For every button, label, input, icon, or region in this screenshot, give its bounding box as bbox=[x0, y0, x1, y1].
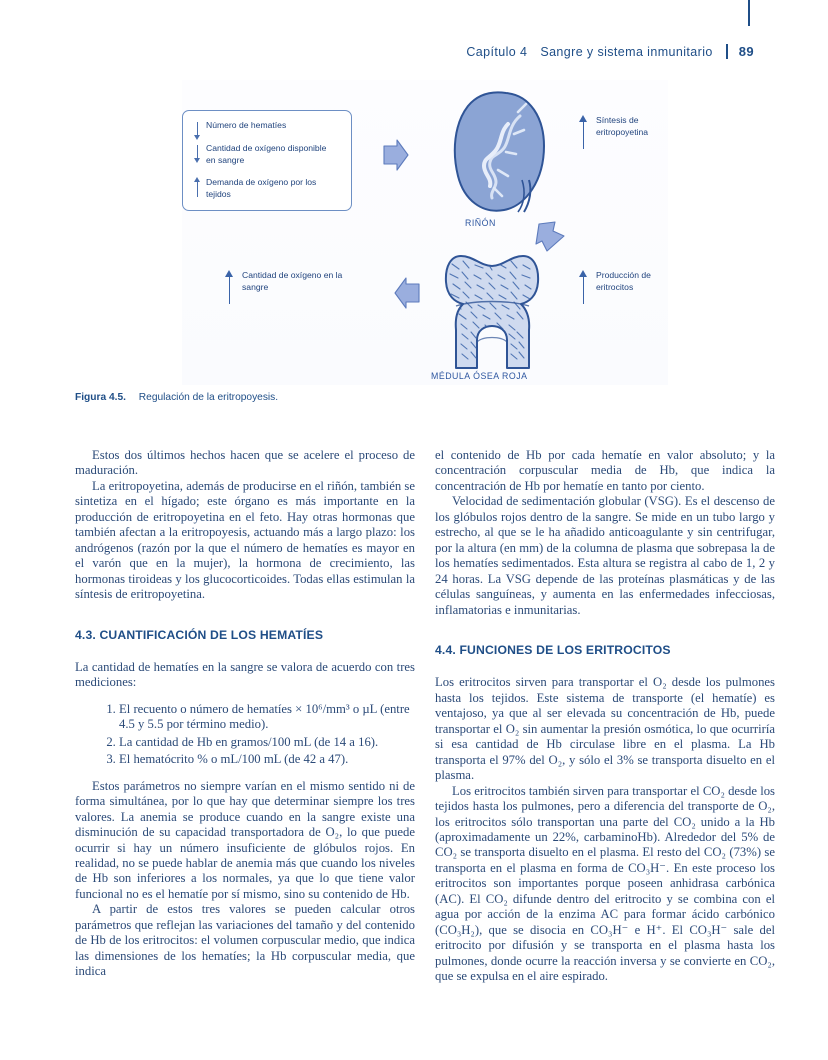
annotation-erythrocyte-production bbox=[578, 270, 668, 304]
figure-caption-number: Figura 4.5. bbox=[75, 392, 126, 403]
block-arrow-right-icon bbox=[382, 137, 410, 173]
header-chapter: Capítulo 4 bbox=[466, 44, 528, 59]
annotation-erythrocyte-production-label: Producción de eritrocitos bbox=[596, 270, 651, 292]
body-column-left bbox=[75, 448, 415, 980]
list-item: 2. La cantidad de Hb en gramos/100 mL (de 14 a 16). bbox=[119, 735, 415, 750]
body-column-right bbox=[435, 448, 775, 985]
header-divider bbox=[726, 44, 728, 59]
bone-marrow-illustration bbox=[437, 248, 555, 373]
list-item: 1. El recuento o número de hematíes × 10⁶/mm³ o µL (entre 4.5 y 5.5 por término medio). bbox=[119, 702, 415, 733]
block-arrow-left-icon bbox=[393, 275, 421, 311]
page-number: 89 bbox=[738, 44, 754, 59]
paragraph-right-4: Los eritrocitos también sirven para transportar el CO₂ desde los tejidos hasta los pulmones, pero a diferencia del transporte de O₂, los eritrocitos sólo transportan una parte del CO₂ unido a la Hb (aproximadamente un 22%, carbaminoHb). Alrededor del 5% de CO₂ se transporta disuelto en el plasma. El resto del CO₂ (73%) se transporta en el plasma en forma de CO₃H⁻. En este proceso los eritrocitos son importantes porque poseen anhidrasa carbónica (AC). El CO₂ difunde dentro del eritrocito y se combina con el agua por acción de la enzima AC para formar ácido carbónico (CO₃H₂), que se disocia en CO₃H⁻ e H⁺. El CO₃H⁻ sale del eritrocito por difusión y se transporta en el plasma hasta los pulmones, donde ocurre la reacción inversa y se convierte en CO₂, que se expulsa en el aire espirado. bbox=[435, 783, 775, 984]
annotation-epo-synthesis-label: Síntesis de eritropoyetina bbox=[596, 115, 649, 137]
figure-caption-text: Regulación de la eritropoyesis. bbox=[138, 392, 279, 403]
measurement-list bbox=[75, 702, 415, 768]
stimulus-item-2-label: Demanda de oxígeno por los tejidos bbox=[206, 177, 317, 199]
paragraph-right-3: Los eritrocitos sirven para transportar el O₂ desde los pulmones hasta los tejidos. Este sistema de transporte (el hematíe) es ventajoso, ya que al ser elevada su concentración de Hb, puede transportar el O₂ sin aumentar la presión osmótica, lo que ocurriría si esa cantidad de Hb circulase libre en el plasma. La Hb transporta el 97% del O₂, y sólo el 3% se transporta disuelto en el plasma. bbox=[435, 675, 775, 783]
paragraph-left-1: Estos dos últimos hechos hacen que se acelere el proceso de maduración. bbox=[75, 448, 415, 478]
stimulus-item-0 bbox=[193, 120, 333, 142]
figure-erythropoiesis-regulation bbox=[182, 80, 668, 385]
paragraph-right-2: Velocidad de sedimentación globular (VSG). Es el descenso de los glóbulos rojos dentro de la sangre. Se mide en un tubo largo y estrecho, al que se le ha añadido anticoagulante y sin centrifugar, por la altura (en mm) de la columna de plasma que sobrepasa la de los hematíes sedimentados. Esta altura se registra al cabo de 1, 2 y 24 horas. La VSG depende de las proteínas plasmáticas y de las células sanguíneas, y aumenta en las enfermedades infecciosas, inflamatorias e inmunitarias. bbox=[435, 494, 775, 617]
arrow-down-icon bbox=[193, 120, 203, 142]
organ-label-marrow: MÉDULA ÓSEA ROJA bbox=[431, 371, 528, 381]
stimulus-box bbox=[182, 110, 352, 211]
stimulus-item-1-label: Cantidad de oxígeno disponible en sangre bbox=[206, 143, 327, 165]
paragraph-left-4: Estos parámetros no siempre varían en el mismo sentido ni de forma simultánea, por lo que hay que determinar siempre los tres valores. La anemia se produce cuando en la sangre existe una disminución de su capacidad transportadora de O₂, lo que puede ocurrir si hay un número insuficiente de glóbulos rojos. En realidad, no se puede hablar de anemia más que cuando los niveles de Hb son inferiores a los normales, ya que lo que tiene valor funcional no es el hematíe por sí mismo, sino su contenido de Hb. bbox=[75, 778, 415, 901]
arrow-down-icon bbox=[193, 143, 203, 165]
arrow-up-icon bbox=[578, 270, 589, 304]
header-section-title: Sangre y sistema inmunitario bbox=[540, 44, 713, 59]
arrow-up-icon bbox=[193, 177, 203, 199]
annotation-epo-synthesis bbox=[578, 115, 668, 149]
arrow-up-icon bbox=[224, 270, 235, 304]
list-item: 3. El hematócrito % o mL/100 mL (de 42 a 47). bbox=[119, 752, 415, 767]
annotation-blood-oxygen-label: Cantidad de oxígeno en la sangre bbox=[242, 270, 343, 292]
figure-caption bbox=[75, 392, 278, 403]
stimulus-item-1 bbox=[193, 143, 333, 166]
paragraph-right-1: el contenido de Hb por cada hematíe en valor absoluto; y la concentración corpuscular media de Hb, que indica la concentración de Hb por hematíe en tanto por ciento. bbox=[435, 448, 775, 493]
paragraph-left-2: La eritropoyetina, además de producirse en el riñón, también se sintetiza en el hígado; este órgano es más importante en la producción de eritropoyetina en el feto. Hay otras hormonas que también afectan a la eritropoyesis, actuando más a largo plazo: los andrógenos (razón por la que el número de hematíes es mayor en el varón que en la mujer), la hormona de crecimiento, las hormonas tiroideas y los glucocorticoides. Todas ellas estimulan la síntesis de eritropoyetina. bbox=[75, 478, 415, 602]
organ-label-kidney: RIÑÓN bbox=[465, 218, 496, 228]
arrow-up-icon bbox=[578, 115, 589, 149]
section-heading-4-3: 4.3. CUANTIFICACIÓN DE LOS HEMATÍES bbox=[75, 627, 324, 642]
stimulus-item-2 bbox=[193, 177, 333, 200]
stimulus-item-0-label: Número de hematíes bbox=[206, 120, 287, 130]
annotation-blood-oxygen bbox=[224, 270, 354, 304]
kidney-illustration bbox=[434, 88, 554, 218]
paragraph-left-5: A partir de estos tres valores se pueden calcular otros parámetros que reflejan las variaciones del tamaño y del contenido de Hb de los eritrocitos: el volumen corpuscular medio, que indica las dimensiones de los hematíes; la Hb corpuscular media, que indica bbox=[75, 902, 415, 979]
page-header bbox=[466, 44, 754, 59]
section-heading-4-4: 4.4. FUNCIONES DE LOS ERITROCITOS bbox=[435, 642, 671, 657]
header-vertical-rule bbox=[748, 0, 750, 26]
paragraph-left-3: La cantidad de hematíes en la sangre se valora de acuerdo con tres mediciones: bbox=[75, 659, 415, 690]
